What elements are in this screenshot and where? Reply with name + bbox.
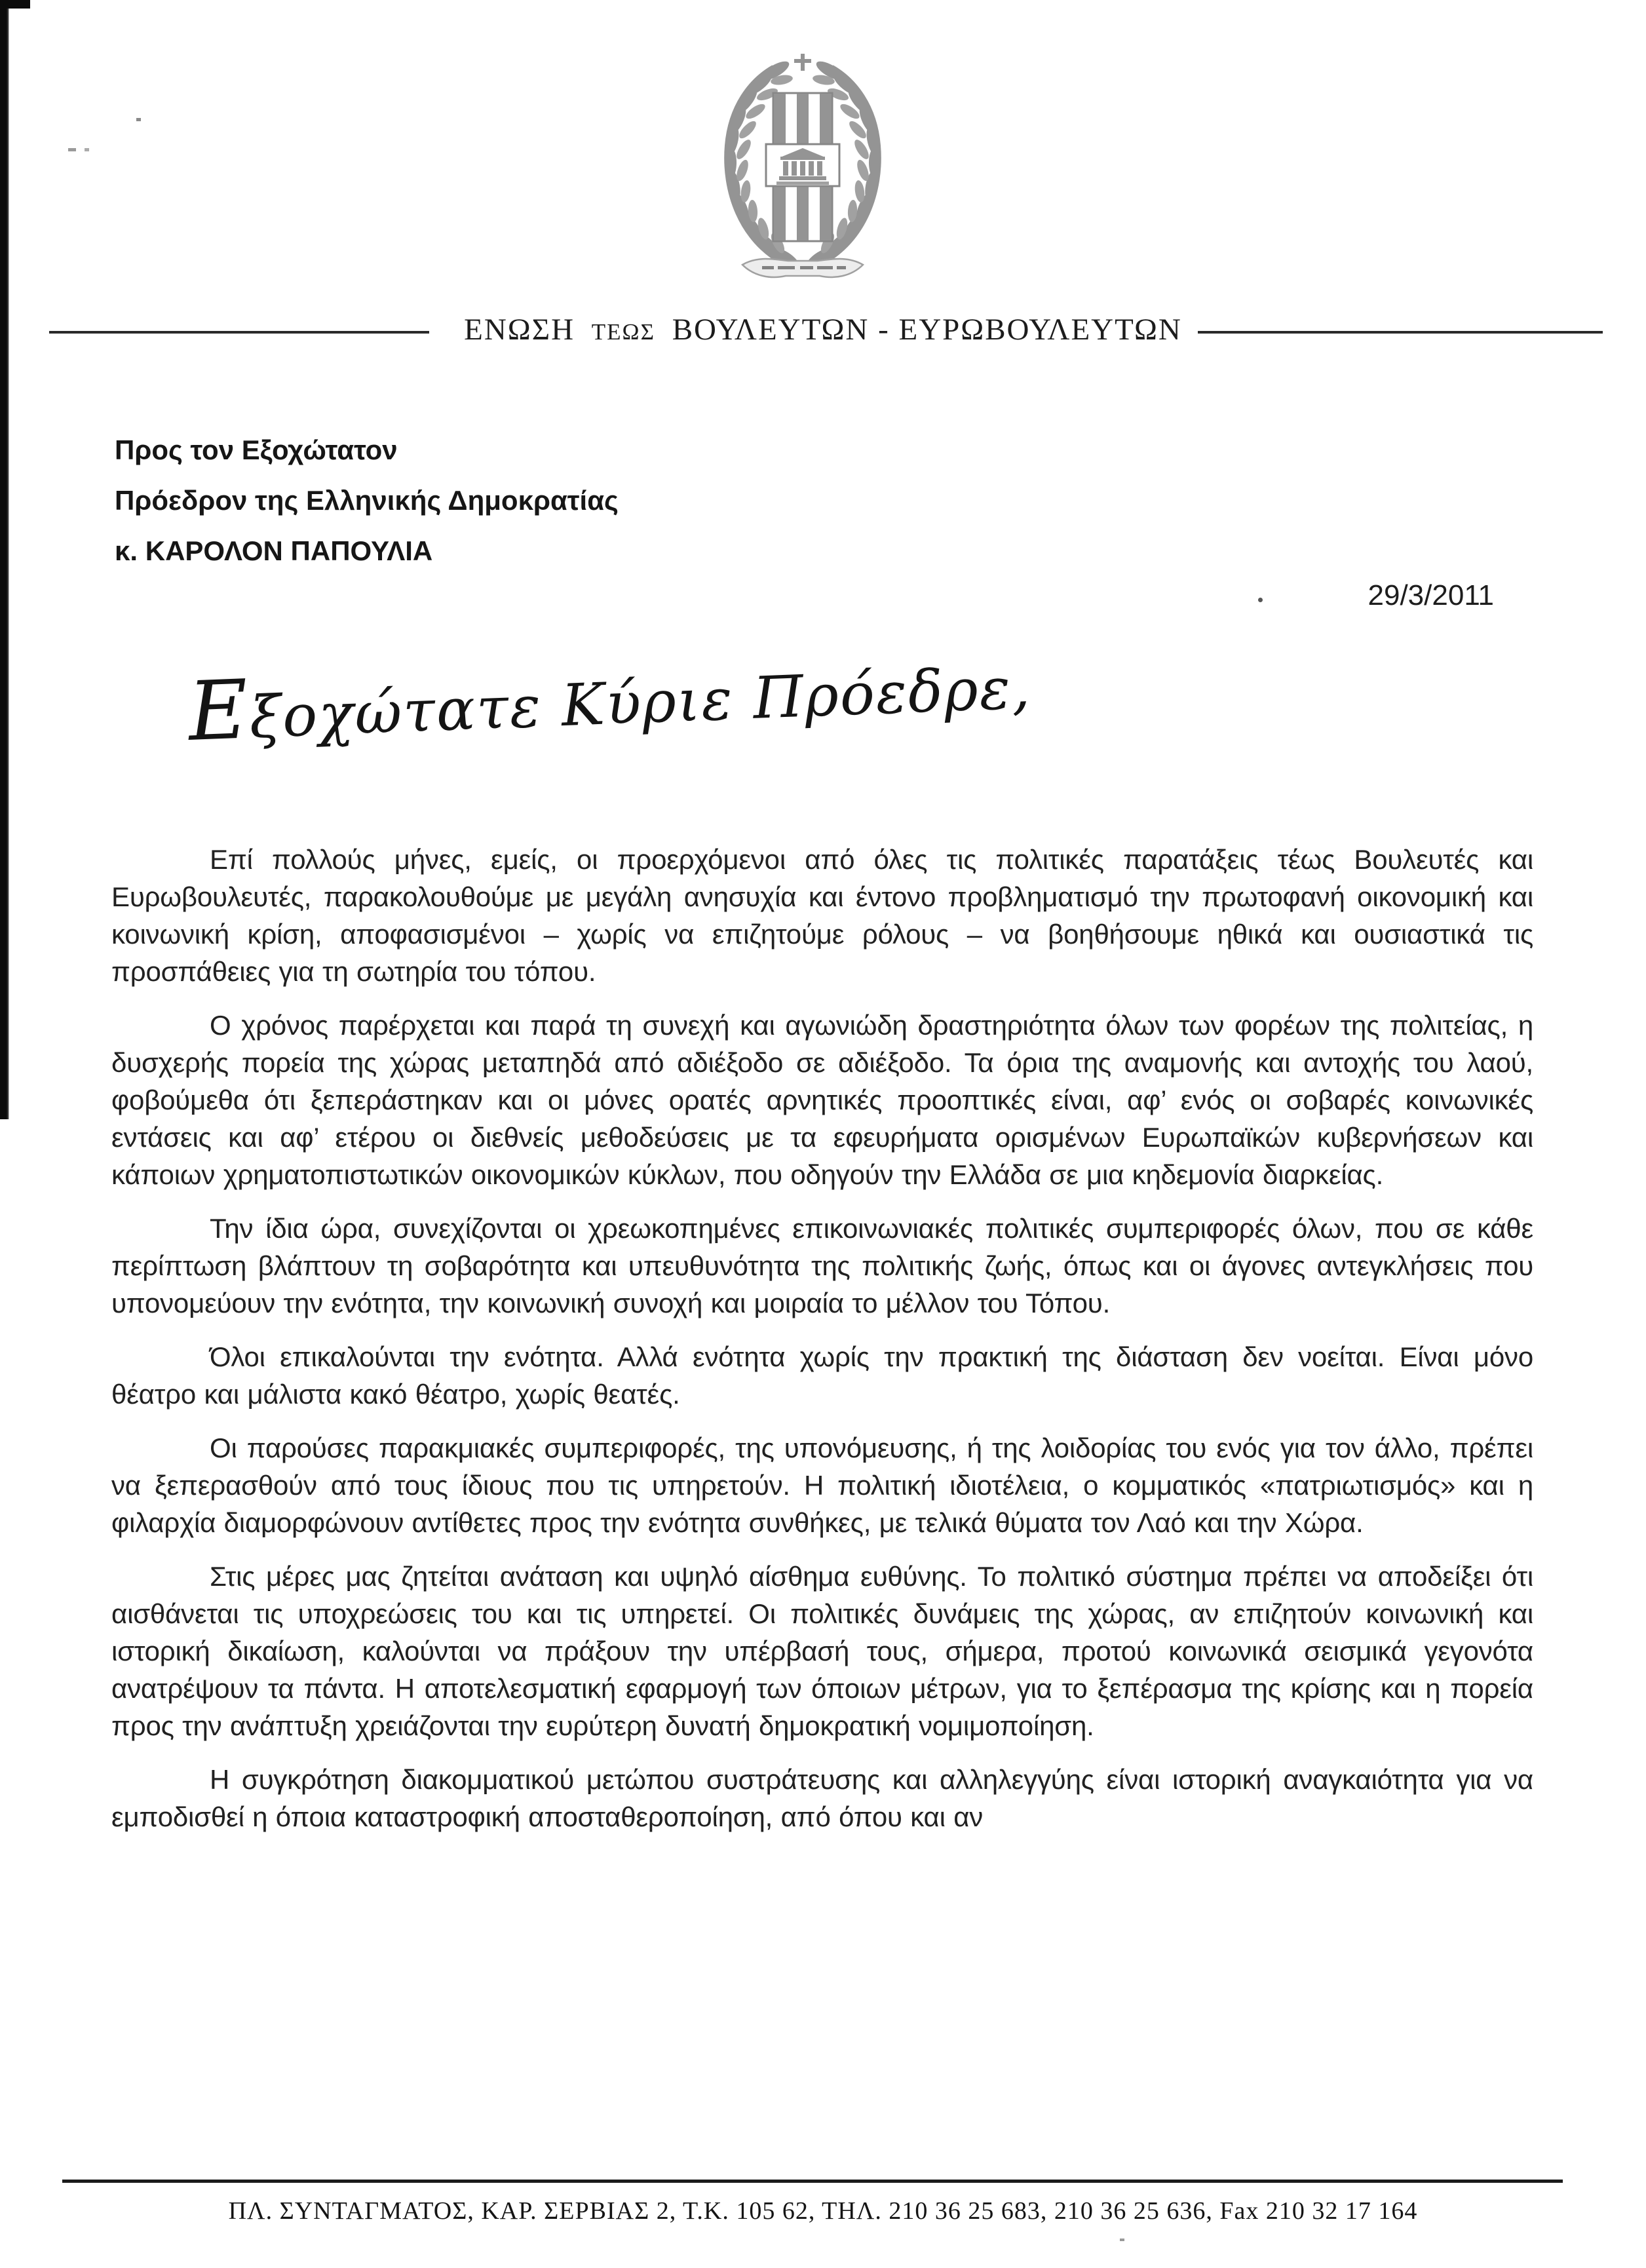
body-paragraph-1: Επί πολλούς μήνες, εμείς, οι προερχόμενοι από όλες τις πολιτικές παρατάξεις τέως Βουλευτές και Ευρωβουλευτές, παρακολουθούμε με μεγάλη ανησυχία και έντονο προβληματισμό την πρωτοφανή οικονομική και κοινωνική κρίση, αποφασισμένοι – χωρίς να επιζητούμε ρόλους – να βοηθήσουμε ηθικά και ουσιαστικά τις προσπάθειες για τη σωτηρία του τόπου. [111, 844, 1533, 987]
scan-artifact-left-edge [0, 0, 9, 1119]
scan-artifact-corner [0, 0, 30, 9]
body-paragraph-3: Την ίδια ώρα, συνεχίζονται οι χρεωκοπημένες επικοινωνιακές πολιτικές συμπεριφορές όλων, που σε κάθε περίπτωση βλάπτουν τη σοβαρότητα και υπευθυνότητα της πολιτικής ζωής, όπως και οι άγονες αντεγκλήσεις που υπονομεύουν την ενότητα, την κοινωνική συνοχή και μοιραία το μέλλον του Τόπου. [111, 1213, 1533, 1318]
body-paragraph-7: Η συγκρότηση διακομματικού μετώπου συστράτευσης και αλληλεγγύης είναι ιστορική αναγκαιότητα για να εμποδισθεί η όποια καταστροφική αποσταθεροποίηση, από όπου και αν [111, 1764, 1533, 1832]
footer-address: ΠΛ. ΣΥΝΤΑΓΜΑΤΟΣ, ΚΑΡ. ΣΕΡΒΙΑΣ 2, Τ.Κ. 105 62, ΤΗΛ. 210 36 25 683, 210 36 25 636, Fax 210 32 17 164 [228, 2197, 1418, 2225]
handwritten-salutation: Εξοχώτατε Κύριε Πρόεδρε, [187, 653, 1033, 759]
body-paragraph-5: Οι παρούσες παρακμιακές συμπεριφορές, της υπονόμευσης, ή της λοιδορίας του ενός για τον άλλο, πρέπει να ξεπερασθούν από τους ίδιους που τις υπηρετούν. Η πολιτική ιδιοτέλεια, ο κομματικός «πατριωτισμός» και η φιλαρχία διαμορφώνουν αντίθετες προς την ενότητα συνθήκες, με τελικά θύματα τον Λαό και την Χώρα. [111, 1432, 1533, 1538]
scan-artifact-speck [1120, 2239, 1124, 2241]
organization-name [0, 312, 1646, 347]
recipient-line-2: Πρόεδρον της Ελληνικής Δημοκρατίας [115, 485, 619, 516]
letter-date: 29/3/2011 [1368, 579, 1494, 611]
body-paragraph-2: Ο χρόνος παρέρχεται και παρά τη συνεχή και αγωνιώδη δραστηριότητα όλων των φορέων της πολιτείας, η δυσχερής πορεία της χώρας μεταπηδά από αδιέξοδο σε αδιέξοδο. Τα όρια της αναμονής και αντοχής του λαού, φοβούμεθα ότι ξεπεράστηκαν και οι μόνες ορατές αρνητικές προοπτικές είναι, αφ’ ενός οι σοβαρές κοινωνικές εντάσεις και αφ’ ετέρου οι διεθνείς μεθοδεύσεις με τα εφευρήματα ορισμένων Ευρωπαϊκών κυβερνήσεων και κάποιων χρηματοπιστωτικών οικονομικών κύκλων, που οδηγούν την Ελλάδα σε μια κηδεμονία διαρκείας. [111, 1010, 1533, 1190]
laurel-wreath-parliament-emblem-icon [704, 46, 901, 294]
org-name-part1: ΕΝΩΣΗ [464, 313, 575, 347]
scan-artifact-speck [68, 148, 76, 151]
footer-rule [62, 2180, 1563, 2183]
recipient-block [115, 425, 619, 576]
org-name-small-caps: ΤΕΩΣ [591, 319, 655, 345]
body-paragraph-4: Όλοι επικαλούνται την ενότητα. Αλλά ενότητα χωρίς την πρακτική της διάσταση δεν νοείται. Είναι μόνο θέατρο και μάλιστα κακό θέατρο, χωρίς θεατές. [111, 1341, 1533, 1410]
recipient-line-3: κ. ΚΑΡΟΛΟΝ ΠΑΠΟΥΛΙΑ [115, 535, 433, 566]
organization-emblem [704, 46, 901, 294]
body-paragraph-6: Στις μέρες μας ζητείται ανάταση και υψηλό αίσθημα ευθύνης. Το πολιτικό σύστημα πρέπει να αποδείξει ότι αισθάνεται τις υποχρεώσεις του και τις υπηρετεί. Οι πολιτικές δυνάμεις της χώρας, αν επιζητούν κοινωνική και ιστορική δικαίωση, καλούνται να πράξουν την υπέρβασή τους, σήμερα, προτού κοινωνικά σεισμικά γεγονότα ανατρέψουν τα πάντα. Η αποτελεσματική εφαρμογή των όποιων μέτρων, για το ξεπέρασμα της κρίσης και η πορεία προς την ανάπτυξη χρειάζονται την ευρύτερη δυνατή δημοκρατική νομιμοποίηση. [111, 1561, 1533, 1741]
recipient-line-1: Προς τον Εξοχώτατον [115, 434, 398, 465]
scan-artifact-speck [85, 148, 89, 151]
letter-body [111, 841, 1533, 1852]
org-name-part2: ΒΟΥΛΕΥΤΩΝ - ΕΥΡΩΒΟΥΛΕΥΤΩΝ [672, 313, 1182, 347]
scan-artifact-speck [136, 118, 141, 121]
